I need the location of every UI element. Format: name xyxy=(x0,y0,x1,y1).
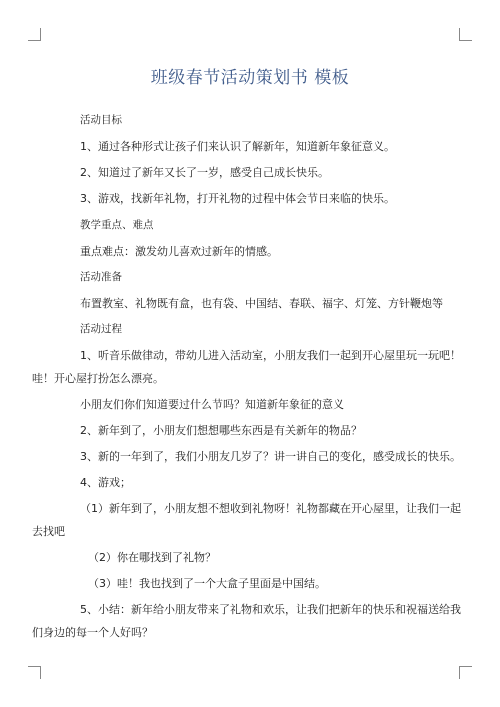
page-corner-mark-bottom-right xyxy=(459,666,472,679)
paragraph: 布置教室、礼物既有盒，也有袋、中国结、春联、福字、灯笼、方针鞭炮等 xyxy=(80,297,443,310)
section-heading-process: 活动过程 xyxy=(80,323,122,335)
page-corner-mark-bottom-left xyxy=(28,666,41,679)
paragraph: （1）新年到了，小朋友想不想收到礼物呀！礼物都藏在开心屋里，让我们一起 xyxy=(80,502,461,515)
paragraph-continuation: 去找吧 xyxy=(32,525,65,538)
page-corner-mark-top-left xyxy=(28,28,41,41)
paragraph: 1、听音乐做律动，带幼儿进入活动室，小朋友我们一起到开心屋里玩一玩吧！ xyxy=(80,349,461,362)
section-heading-prep: 活动准备 xyxy=(80,271,122,283)
paragraph: 4、游戏； xyxy=(80,476,131,489)
paragraph: 重点难点：激发幼儿喜欢过新年的情感。 xyxy=(80,245,278,258)
document-title: 班级春节活动策划书 模板 xyxy=(150,68,350,88)
paragraph-continuation: 哇！开心屋打扮怎么漂亮。 xyxy=(32,372,164,385)
paragraph-continuation: 们身边的每一个人好吗？ xyxy=(32,626,153,639)
paragraph: （3）哇！我也找到了一个大盒子里面是中国结。 xyxy=(88,577,326,590)
paragraph: 3、游戏，找新年礼物，打开礼物的过程中体会节日来临的快乐。 xyxy=(80,192,395,205)
page-corner-mark-top-right xyxy=(459,28,472,41)
section-heading-goals: 活动目标 xyxy=(80,114,122,126)
paragraph: （2）你在哪找到了礼物？ xyxy=(88,551,216,564)
paragraph: 2、知道过了新年又长了一岁，感受自己成长快乐。 xyxy=(80,166,329,179)
paragraph: 3、新的一年到了，我们小朋友几岁了？讲一讲自己的变化，感受成长的快乐。 xyxy=(80,450,461,463)
paragraph: 2、新年到了，小朋友们想想哪些东西是有关新年的物品？ xyxy=(80,424,362,437)
paragraph: 小朋友们你们知道要过什么节吗？知道新年象征的意义 xyxy=(80,398,344,411)
paragraph: 1、通过各种形式让孩子们来认识了解新年，知道新年象征意义。 xyxy=(80,140,395,153)
paragraph: 5、小结：新年给小朋友带来了礼物和欢乐，让我们把新年的快乐和祝福送给我 xyxy=(80,603,461,616)
section-heading-focus: 教学重点、难点 xyxy=(80,219,154,231)
